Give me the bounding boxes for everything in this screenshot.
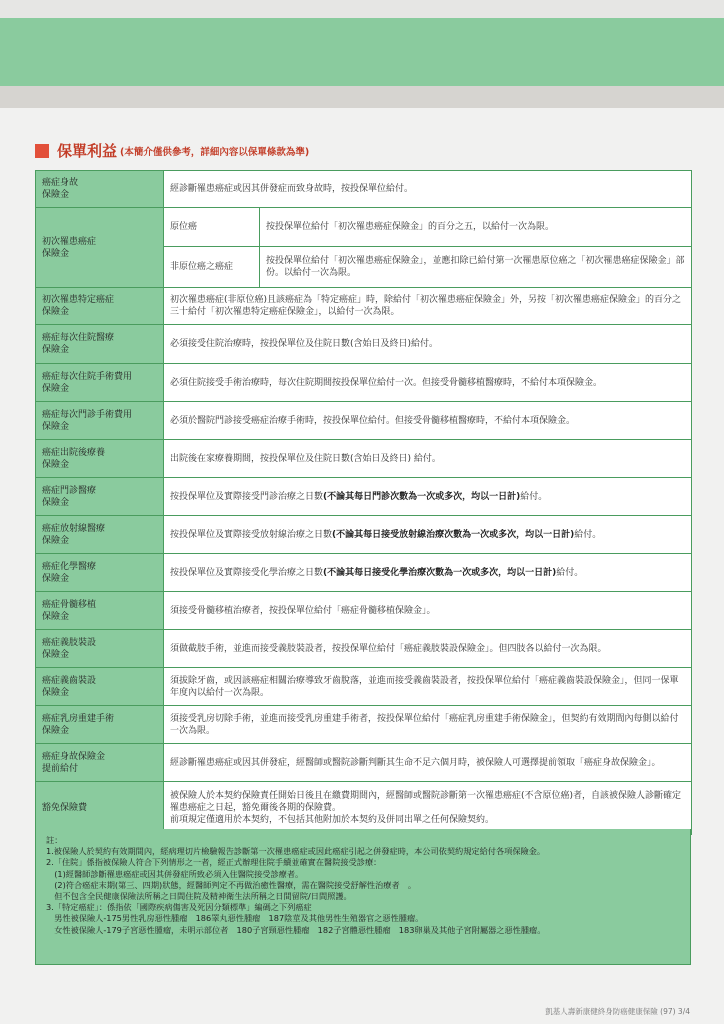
title-main: 保單利益 (57, 142, 118, 160)
benefits-table (35, 170, 692, 835)
note-line: 男性被保險人-175男性乳房惡性腫瘤 186睪丸惡性腫瘤 187陰莖及其他男性生殖器官之惡性腫瘤。 (46, 913, 424, 924)
benefit-name: 癌症出院後療養 保險金 (36, 440, 164, 478)
table-row (36, 516, 692, 554)
table-row (36, 478, 692, 516)
page-footer: 凱基人壽新康健終身防癌健康保險 (97) 3/4 (545, 1007, 690, 1016)
benefit-name: 癌症每次住院醫療 保險金 (36, 325, 164, 364)
benefit-name: 豁免保險費 (36, 782, 164, 835)
note-line: 2.「住院」係指被保險人符合下列情形之一者，經正式辦理住院手續並確實在醫院接受診療： (46, 857, 382, 868)
benefit-desc (164, 478, 692, 516)
benefit-name: 癌症乳房重建手術 保險金 (36, 706, 164, 744)
header-band-line (0, 106, 724, 108)
note-line: (2)符合癌症末期(第三、四期)狀態，經醫師判定不再做治癒性醫療，需在醫院接受舒解性治療者 。 (46, 879, 417, 890)
benefit-name: 初次罹患癌症 保險金 (36, 208, 164, 288)
table-row (36, 554, 692, 592)
table-row (36, 402, 692, 440)
note-line: 女性被保險人-179子宮惡性腫瘤，未明示部位者 180子宮頸惡性腫瘤 182子宮體惡性腫瘤 183卵巢及其他子宮附屬器之惡性腫瘤。 (46, 924, 546, 935)
benefit-desc: 出院後在家療養期間，按投保單位及住院日數(含始日及終日) 給付。 (164, 440, 692, 478)
table-row (36, 592, 692, 630)
benefit-name: 癌症義齒裝設 保險金 (36, 668, 164, 706)
desc-text: 給付。 (556, 567, 584, 578)
table-row (36, 706, 692, 744)
benefit-desc: 須接受骨髓移植治療者，按投保單位給付「癌症骨髓移植保險金」。 (164, 592, 692, 630)
title-square-icon (35, 144, 49, 158)
header-band-green (0, 18, 724, 86)
benefit-name: 初次罹患特定癌症 保險金 (36, 288, 164, 325)
benefit-name: 癌症每次門診手術費用 保險金 (36, 402, 164, 440)
table-row (36, 325, 692, 364)
benefit-name: 癌症身故保險金 提前給付 (36, 744, 164, 782)
benefit-name: 癌症身故 保險金 (36, 171, 164, 208)
desc-text: 按投保單位及實際接受化學治療之日數 (170, 567, 324, 578)
benefit-desc: 必須接受住院治療時，按投保單位及住院日數(含始日及終日)給付。 (164, 325, 692, 364)
benefit-desc: 按投保單位給付「初次罹患癌症保險金」，並應扣除已給付第一次罹患原位癌之「初次罹患癌症保險金」部份。以給付一次為限。 (260, 247, 692, 288)
desc-text: 按投保單位及實際接受放射線治療之日數 (170, 529, 333, 540)
table-row (36, 630, 692, 668)
desc-text: 給付。 (520, 491, 548, 502)
desc-emphasis: (不論其每日接受放射線治療次數為一次或多次，均以一日計) (332, 529, 575, 540)
table-row (36, 171, 692, 208)
benefit-desc: 必須於醫院門診接受癌症治療手術時，按投保單位給付。但接受骨髓移植醫療時，不給付本項保險金。 (164, 402, 692, 440)
table-row (36, 782, 692, 835)
benefit-name: 癌症骨髓移植 保險金 (36, 592, 164, 630)
header-band-top (0, 0, 724, 18)
benefit-desc (164, 554, 692, 592)
header-band-gray (0, 86, 724, 106)
desc-emphasis: (不論其每日門診次數為一次或多次，均以一日計) (323, 491, 521, 502)
note-line: 但不包含全民健康保險法所稱之日間住院及精神衛生法所稱之日間留院/日間照護。 (46, 891, 352, 902)
title-sub: (本簡介僅供參考，詳細內容以保單條款為準) (120, 147, 310, 158)
benefit-desc: 按投保單位給付「初次罹患癌症保險金」的百分之五，以給付一次為限。 (260, 208, 692, 247)
section-title (35, 140, 309, 160)
note-line: 1.被保險人於契約有效期間內，經病理切片檢驗報告診斷第一次罹患癌症或因此癌症引起之併發症時，本公司依契約規定給付各項保險金。 (46, 846, 546, 857)
table-row (36, 364, 692, 402)
table-row (36, 668, 692, 706)
benefit-desc: 必須住院接受手術治療時，每次住院期間按投保單位給付一次。但接受骨髓移植醫療時，不給付本項保險金。 (164, 364, 692, 402)
benefit-desc: 初次罹患癌症(非原位癌)且該癌症為「特定癌症」時，除給付「初次罹患癌症保險金」外，另按「初次罹患癌症保險金」的百分之三十給付「初次罹患特定癌症保險金」，以給付一次為限。 (164, 288, 692, 325)
benefit-name: 癌症化學醫療 保險金 (36, 554, 164, 592)
note-line: 3.「特定癌症」：係指依「國際疾病傷害及死因分類標準」編碼之下列癌症 (46, 902, 312, 913)
benefit-name: 癌症門診醫療 保險金 (36, 478, 164, 516)
note-line: 註： (46, 835, 63, 845)
benefit-desc: 經診斷罹患癌症或因其併發症而致身故時，按投保單位給付。 (164, 171, 692, 208)
table-row (36, 440, 692, 478)
table-row (36, 208, 692, 247)
desc-text: 按投保單位及實際接受門診治療之日數 (170, 491, 324, 502)
notes-box (35, 829, 691, 965)
table-row (36, 288, 692, 325)
benefit-desc: 須拔除牙齒，或因該癌症相關治療導致牙齒脫落，並進而接受義齒裝設者，按投保單位給付「癌症義齒裝設保險金」，但同一保單年度內以給付一次為限。 (164, 668, 692, 706)
table-row (36, 744, 692, 782)
benefit-name: 癌症義肢裝設 保險金 (36, 630, 164, 668)
desc-emphasis: (不論其每日接受化學治療次數為一次或多次，均以一日計) (323, 567, 557, 578)
benefit-sub-label: 原位癌 (164, 208, 260, 247)
benefit-sub-label: 非原位癌之癌症 (164, 247, 260, 288)
benefit-name: 癌症每次住院手術費用 保險金 (36, 364, 164, 402)
benefit-desc: 經診斷罹患癌症或因其併發症，經醫師或醫院診斷判斷其生命不足六個月時，被保險人可選擇提前領取「癌症身故保險金」。 (164, 744, 692, 782)
benefit-desc: 被保險人於本契約保險責任開始日後且在繳費期間內，經醫師或醫院診斷第一次罹患癌症(不含原位癌)者，自該被保險人診斷確定罹患癌症之日起，豁免爾後各期的保險費。 前項規定僅適用於本契約，不包括其他附加於本契約及併同出單之任何保險契約。 (164, 782, 692, 835)
benefit-name: 癌症放射線醫療 保險金 (36, 516, 164, 554)
note-line: (1)經醫師診斷罹患癌症或因其併發症所致必須入住醫院接受診療者。 (46, 868, 304, 879)
benefit-desc: 須接受乳房切除手術，並進而接受乳房重建手術者，按投保單位給付「癌症乳房重建手術保險金」，但契約有效期間內每側以給付一次為限。 (164, 706, 692, 744)
benefit-desc (164, 516, 692, 554)
benefit-desc: 須做截肢手術，並進而接受義肢裝設者，按投保單位給付「癌症義肢裝設保險金」。但四肢各以給付一次為限。 (164, 630, 692, 668)
desc-text: 給付。 (574, 529, 602, 540)
